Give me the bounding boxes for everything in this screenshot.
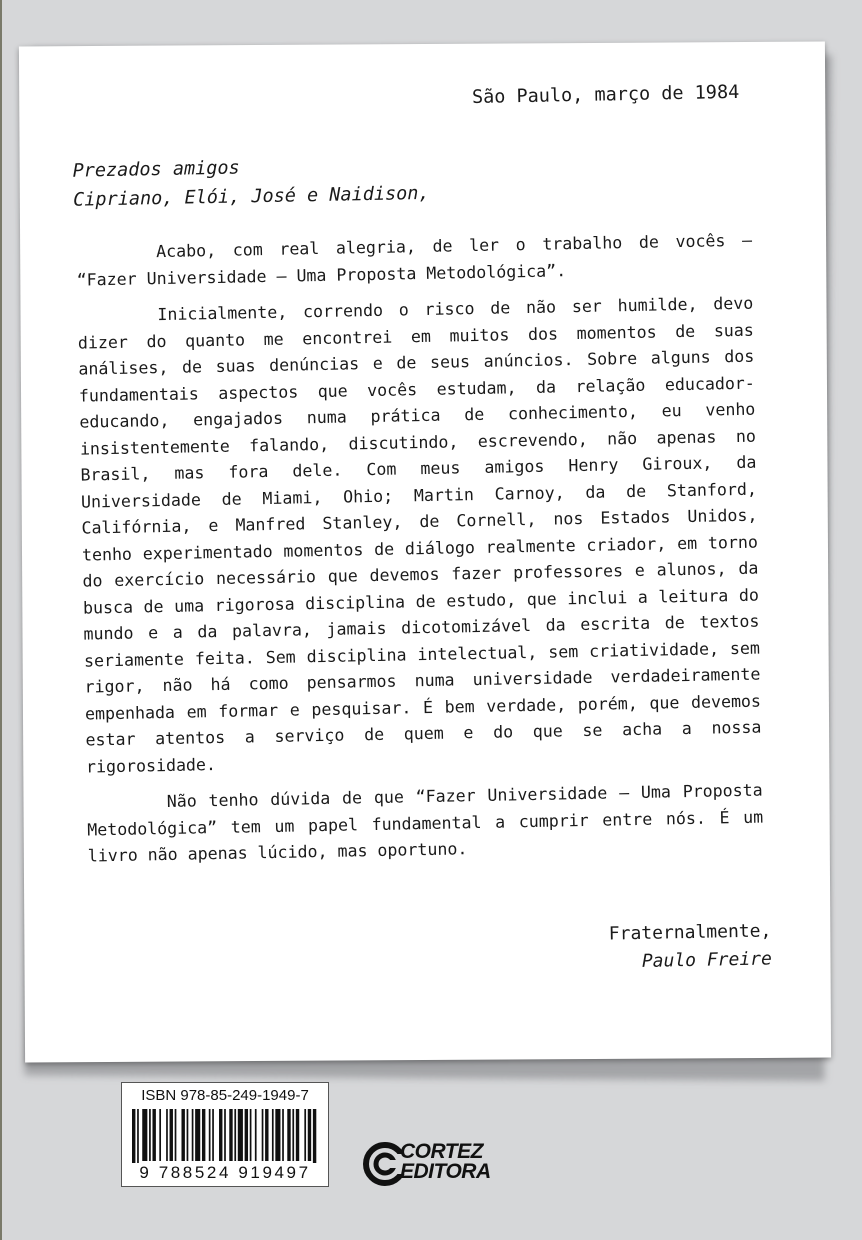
barcode-bar xyxy=(313,1109,316,1165)
barcode-bar xyxy=(224,1109,226,1161)
isbn-label: ISBN 978-85-249-1949-7 xyxy=(141,1087,309,1104)
barcode-bar xyxy=(234,1109,236,1161)
barcode-bar xyxy=(265,1109,268,1161)
barcode-bar xyxy=(292,1109,294,1161)
barcode-bar xyxy=(195,1109,200,1161)
barcode-bar xyxy=(166,1109,168,1161)
barcode-bar xyxy=(245,1109,248,1161)
barcode-bar xyxy=(229,1109,232,1161)
barcode-bar xyxy=(175,1109,177,1161)
letter-date: São Paulo, março de 1984 xyxy=(471,81,740,109)
salutation-line: Cipriano, Elói, José e Naidison, xyxy=(72,182,430,211)
closing-text: Fraternalmente, xyxy=(608,920,772,945)
barcode-bar xyxy=(275,1109,280,1161)
barcode-bar xyxy=(250,1109,252,1161)
barcode xyxy=(132,1109,318,1165)
letter xyxy=(12,36,837,1067)
salutation-line: Prezados amigos xyxy=(72,157,240,182)
barcode-bar xyxy=(219,1109,222,1161)
barcode-bar xyxy=(192,1109,194,1161)
barcode-bar xyxy=(296,1109,299,1161)
barcode-bar xyxy=(272,1109,274,1161)
publisher-name-line: EDITORA xyxy=(400,1160,491,1183)
barcode-bar xyxy=(209,1109,211,1161)
publisher-name-line: CORTEZ xyxy=(400,1140,483,1163)
barcode-bar xyxy=(304,1109,306,1161)
barcode-bar xyxy=(287,1109,290,1161)
barcode-bar xyxy=(170,1109,173,1161)
paragraph: Não tenho dúvida de que “Fazer Universidade — Uma Proposta Metodológica” tem um papel fundamental a cumprir entre nós. É um livro não apenas lúcido, mas oportuno. xyxy=(87,780,764,866)
barcode-bar xyxy=(212,1109,214,1161)
barcode-bar xyxy=(255,1109,257,1161)
barcode-bar xyxy=(149,1109,151,1161)
barcode-bar xyxy=(202,1109,205,1161)
letter-body xyxy=(76,228,764,880)
signature: Paulo Freire xyxy=(641,948,773,972)
paragraph: Inicialmente, correndo o risco de não ser humilde, devo dizer do quanto me encontrei em muitos dos momentos de suas análises, de suas denúncias e de seus anúncios. Sobre alguns dos fundamentais aspectos que vocês estudam, da relação educador-educando, engajados numa prática de conhecimento, eu venho insistentemente falando, discutindo, escrevendo, não apenas no Brasil, mas fora dele. Com meus amigos Henry Giroux, da Universidade de Miami, Ohio; Martin Carnoy, da de Stanford, Califórnia, e Manfred Stanley, de Cornell, nos Estados Unidos, tenho experimentado momentos de diálogo realmente criador, em torno do exercício necessário que devemos fazer professores e alunos, da busca de uma rigorosa disciplina de estudo, que inclui a leitura do mundo e a da palavra, jamais dicotomizável da escrita de textos seriamente feita. Sem disciplina intelectual, sem criatividade, sem rigor, não há como pensarmos numa universidade verdadeiramente empenhada em formar e pesquisar. É bem verdade, porém, que devemos estar atentos a serviço de quem e do que se acha a nossa rigorosidade. xyxy=(77,293,762,777)
barcode-bar xyxy=(152,1109,155,1161)
publisher-logo xyxy=(363,1140,503,1188)
barcode-bar xyxy=(282,1109,284,1161)
barcode-bar xyxy=(137,1109,139,1165)
salutation xyxy=(72,150,429,215)
paragraph: Acabo, com real alegria, de ler o trabalho de vocês — “Fazer Universidade — Uma Proposta Metodológica”. xyxy=(76,230,753,290)
barcode-bar xyxy=(187,1109,189,1161)
barcode-digits: 9 788524 919497 xyxy=(126,1163,324,1183)
barcode-bar xyxy=(142,1109,147,1161)
closing xyxy=(609,917,773,976)
barcode-bar xyxy=(238,1109,243,1161)
barcode-bar xyxy=(159,1109,161,1161)
barcode-bar xyxy=(262,1109,264,1161)
isbn-barcode-box xyxy=(121,1082,329,1187)
publisher-name xyxy=(400,1142,491,1182)
barcode-bar xyxy=(308,1109,311,1161)
barcode-bar xyxy=(132,1109,135,1165)
left-edge-rule xyxy=(0,0,2,1240)
barcode-bar xyxy=(181,1109,184,1161)
